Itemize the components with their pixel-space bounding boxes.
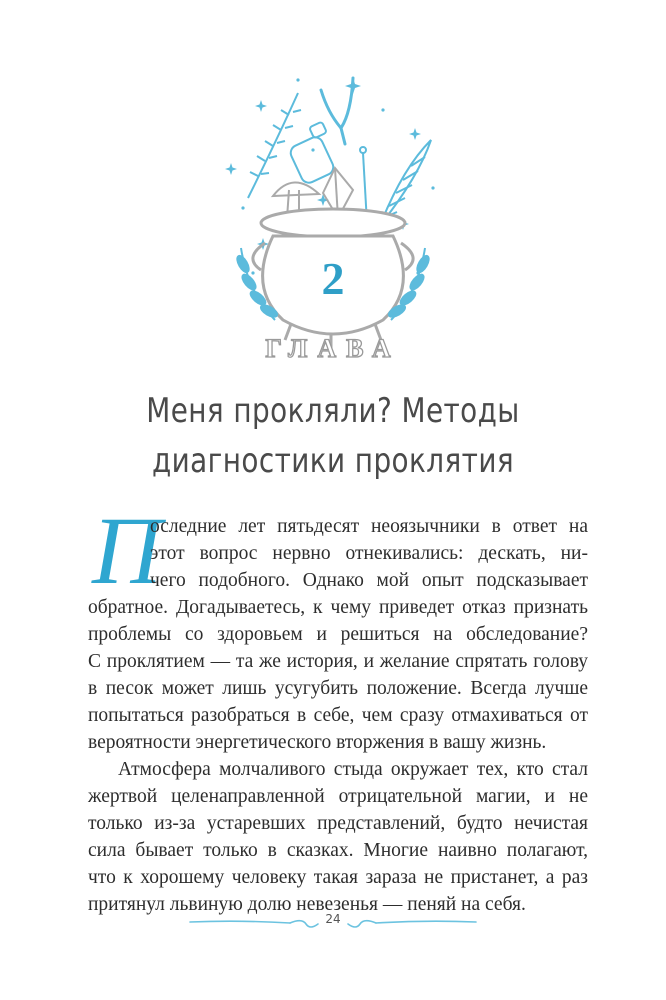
text-line: сила бывает только в сказках. Многие наивно полагают, — [88, 840, 588, 861]
text-line: этот вопрос нервно отнекивались: дескать, ни- — [150, 543, 588, 564]
text-line: С проклятием — та же история, и желание спрятать голову — [88, 651, 588, 672]
chapter-title-line-2: диагностики проклятия — [151, 441, 515, 481]
drop-cap-letter: П — [92, 505, 162, 597]
chapter-label: ГЛАВА — [265, 334, 401, 363]
wishbone-icon — [321, 78, 353, 144]
paragraph-1 — [88, 513, 588, 756]
chapter-title — [109, 386, 557, 486]
page-number: 24 — [325, 912, 341, 926]
paragraph-2 — [88, 756, 588, 918]
text-line: жертвой целенаправленной отрицательной магии, и не — [88, 786, 588, 807]
text-line: только из-за устаревших представлений, будто нечистая — [88, 813, 588, 834]
text-line: чего подобного. Однако мой опыт подсказывает — [150, 570, 588, 591]
chapter-body-text — [88, 513, 588, 918]
potion-bottle-icon — [288, 122, 336, 186]
text-line: Атмосфера молчаливого стыда окружает тех, кто стал — [118, 759, 588, 780]
text-line: вероятности энергетического вторжения в вашу жизнь. — [88, 732, 547, 753]
chapter-title-line-1: Меня прокляли? Методы — [146, 391, 520, 431]
text-line: попытаться разобраться в себе, чем сразу отмахиваться от — [88, 705, 588, 726]
text-line: в песок может лишь усугубить положение. Всегда лучше — [88, 678, 588, 699]
text-line: что к хорошему человеку такая зараза не пристанет, а раз — [88, 867, 588, 888]
text-line: оследние лет пятьдесят неоязычники в ответ на — [150, 516, 588, 537]
cauldron-emblem-illustration — [203, 58, 463, 358]
chapter-number: 2 — [321, 253, 345, 304]
text-line: проблемы со здоровьем и решиться на обследование? — [88, 624, 588, 645]
text-line: обратное. Догадываетесь, к чему приведет отказ признать — [88, 597, 588, 618]
text-line: притянул львиную долю невезенья — пеняй на себя. — [88, 894, 526, 915]
